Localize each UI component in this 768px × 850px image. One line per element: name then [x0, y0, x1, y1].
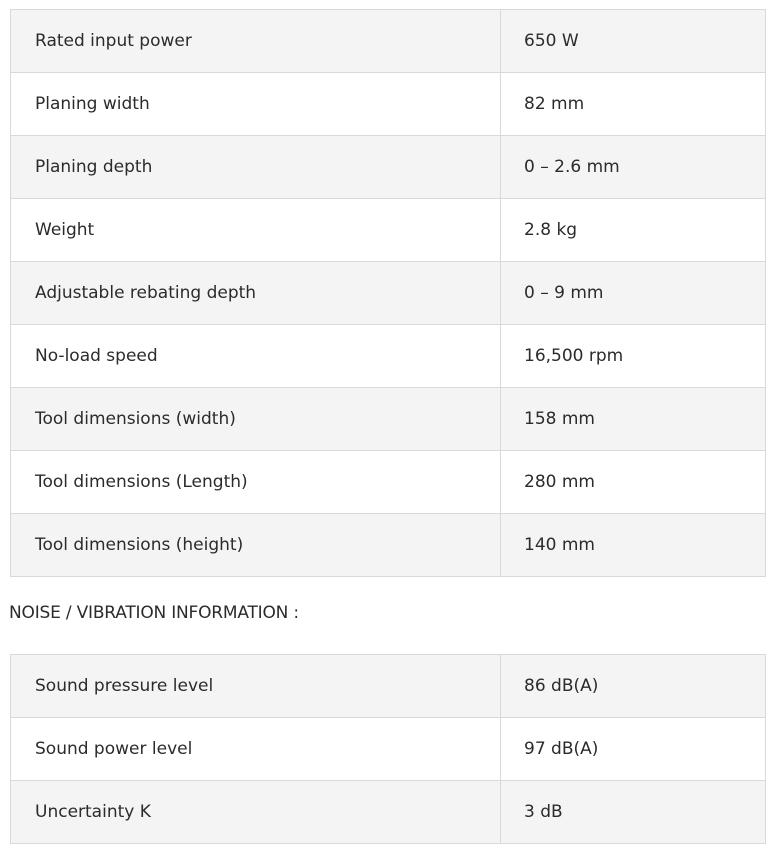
spec-label: Planing depth: [11, 136, 501, 199]
spec-value: 158 mm: [501, 388, 766, 451]
specifications-table: [10, 9, 766, 577]
spec-value: 82 mm: [501, 73, 766, 136]
table-row: [11, 136, 766, 199]
table-row: [11, 718, 766, 781]
table-row: [11, 10, 766, 73]
table-row: [11, 325, 766, 388]
spec-label: Sound power level: [11, 718, 501, 781]
spec-value: 140 mm: [501, 514, 766, 577]
spec-label: Sound pressure level: [11, 655, 501, 718]
spec-value: 16,500 rpm: [501, 325, 766, 388]
spec-label: Planing width: [11, 73, 501, 136]
spec-label: No-load speed: [11, 325, 501, 388]
spec-value: 0 – 2.6 mm: [501, 136, 766, 199]
spec-value: 0 – 9 mm: [501, 262, 766, 325]
spec-label: Uncertainty K: [11, 781, 501, 844]
table-row: [11, 451, 766, 514]
spec-value: 86 dB(A): [501, 655, 766, 718]
spec-value: 3 dB: [501, 781, 766, 844]
spec-value: 97 dB(A): [501, 718, 766, 781]
spec-label: Tool dimensions (Length): [11, 451, 501, 514]
table-row: [11, 388, 766, 451]
table-row: [11, 199, 766, 262]
spec-label: Tool dimensions (width): [11, 388, 501, 451]
table-row: [11, 514, 766, 577]
table-row: [11, 655, 766, 718]
table-row: [11, 262, 766, 325]
spec-label: Tool dimensions (height): [11, 514, 501, 577]
spec-value: 280 mm: [501, 451, 766, 514]
spec-value: 2.8 kg: [501, 199, 766, 262]
noise-specifications-table: [10, 654, 766, 844]
table-row: [11, 73, 766, 136]
noise-section-heading: NOISE / VIBRATION INFORMATION :: [9, 603, 299, 623]
spec-label: Adjustable rebating depth: [11, 262, 501, 325]
table-row: [11, 781, 766, 844]
spec-label: Weight: [11, 199, 501, 262]
spec-value: 650 W: [501, 10, 766, 73]
spec-label: Rated input power: [11, 10, 501, 73]
